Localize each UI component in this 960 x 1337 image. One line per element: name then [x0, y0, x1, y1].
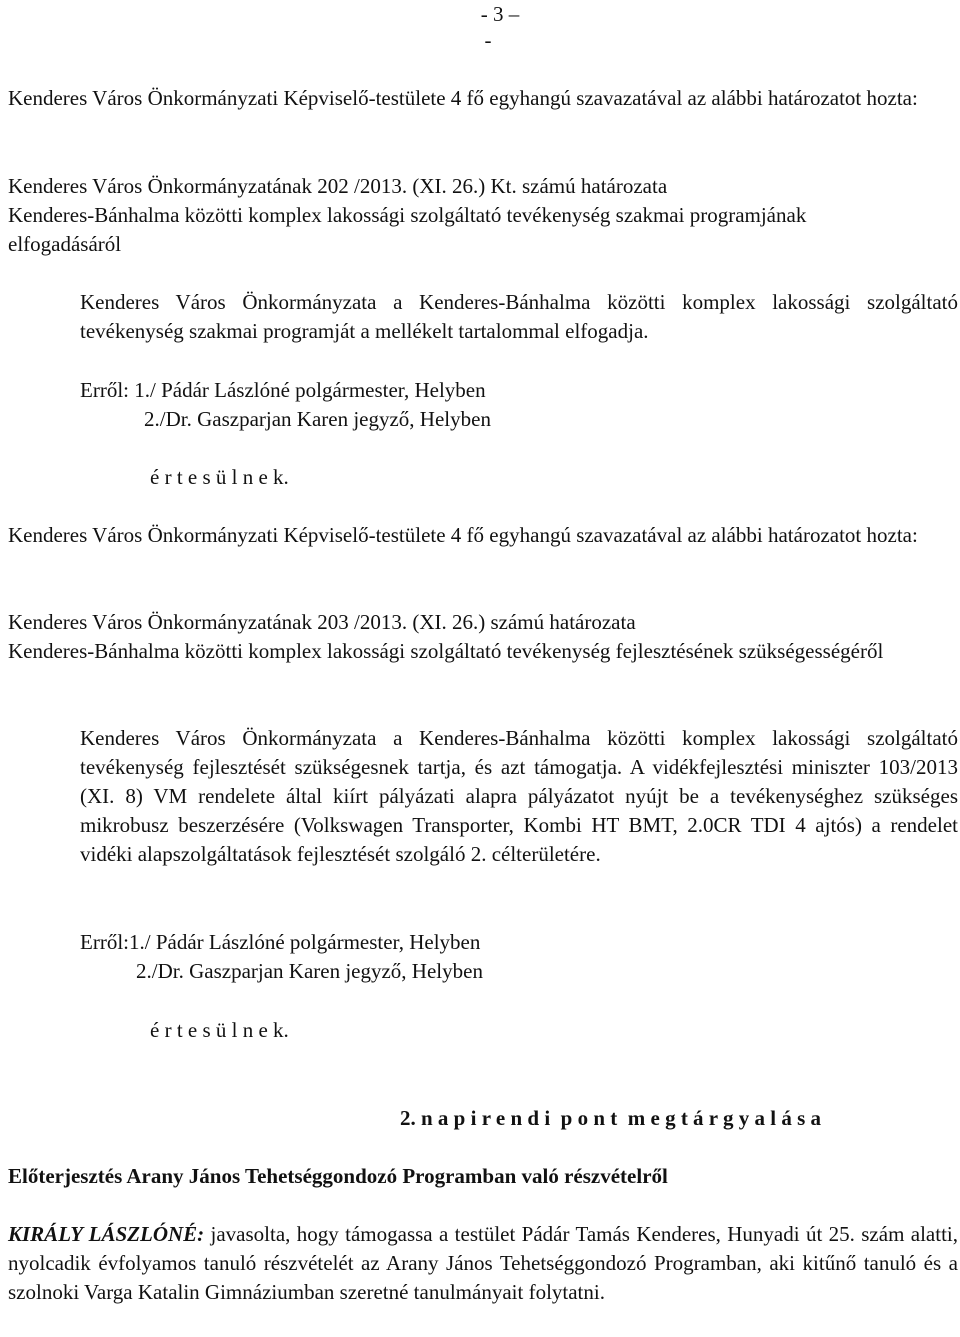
- resolution-body-2: Kenderes Város Önkormányzata a Kenderes-Bánhalma közötti komplex lakossági szolgáltató tevékenység fejlesztését szükségesnek tartja, és azt támogatja. A vidékfejlesztési miniszter 103/2013 (XI. 8) VM rendelete által kiírt pályázati alapra pályázatot nyújt be a tevékenységhez szükséges mikrobusz beszerzésére (Volkswagen Transporter, Kombi HT BMT, 2.0CR TDI 4 ajtós) a rendelet vidéki alapszolgáltatások fejlesztését szolgáló 2. célterületére.: [80, 726, 958, 866]
- resolution-title-2: Kenderes Város Önkormányzatának 203 /2013. (XI. 26.) számú határozata: [8, 610, 636, 634]
- notify-line-2a: Erről:1./ Pádár Lászlóné polgármester, Helyben: [80, 930, 481, 954]
- speaker-name: KIRÁLY LÁSZLÓNÉ:: [8, 1222, 205, 1246]
- notify-line-2b: 2./Dr. Gaszparjan Karen jegyző, Helyben: [136, 959, 483, 983]
- resolution-title-1: Kenderes Város Önkormányzatának 202 /2013. (XI. 26.) Kt. számú határozata: [8, 174, 668, 198]
- resolution-intro-2: Kenderes Város Önkormányzati Képviselő-testülete 4 fő egyhangú szavazatával az alábbi határozatot hozta:: [8, 523, 918, 547]
- speaker-paragraph: [8, 1220, 958, 1307]
- notify-word-1: é r t e s ü l n e k.: [150, 465, 289, 489]
- resolution-subject-1: Kenderes-Bánhalma közötti komplex lakossági szolgáltató tevékenység szakmai programjának elfogadásáról: [8, 203, 807, 256]
- page-number-dash: -: [484, 28, 492, 52]
- notify-line-1a: Erről: 1./ Pádár Lászlóné polgármester, Helyben: [80, 378, 486, 402]
- page-number: - 3 –: [480, 2, 520, 26]
- agenda-heading: 2. n a p i r e n d i p o n t m e g t á r g y a l á s a: [400, 1106, 822, 1130]
- resolution-subject-2: Kenderes-Bánhalma közötti komplex lakossági szolgáltató tevékenység fejlesztésének szükségességéről: [8, 639, 884, 663]
- resolution-body-1: Kenderes Város Önkormányzata a Kenderes-Bánhalma közötti komplex lakossági szolgáltató tevékenység szakmai programját a mellékelt tartalommal elfogadja.: [80, 290, 958, 343]
- speaker-text: javasolta, hogy támogassa a testület Pádár Tamás Kenderes, Hunyadi út 25. szám alatti, nyolcadik évfolyamos tanuló részvételét az Arany János Tehetséggondozó Programban, aki kitűnő tanuló és a szolnoki Varga Katalin Gimnáziumban szeretné tanulmányait folytatni.: [8, 1222, 958, 1304]
- notify-word-2: é r t e s ü l n e k.: [150, 1018, 289, 1042]
- proposal-title: Előterjesztés Arany János Tehetséggondozó Programban való részvételről: [8, 1164, 668, 1188]
- resolution-intro-1: Kenderes Város Önkormányzati Képviselő-testülete 4 fő egyhangú szavazatával az alábbi határozatot hozta:: [8, 86, 918, 110]
- notify-line-1b: 2./Dr. Gaszparjan Karen jegyző, Helyben: [144, 407, 491, 431]
